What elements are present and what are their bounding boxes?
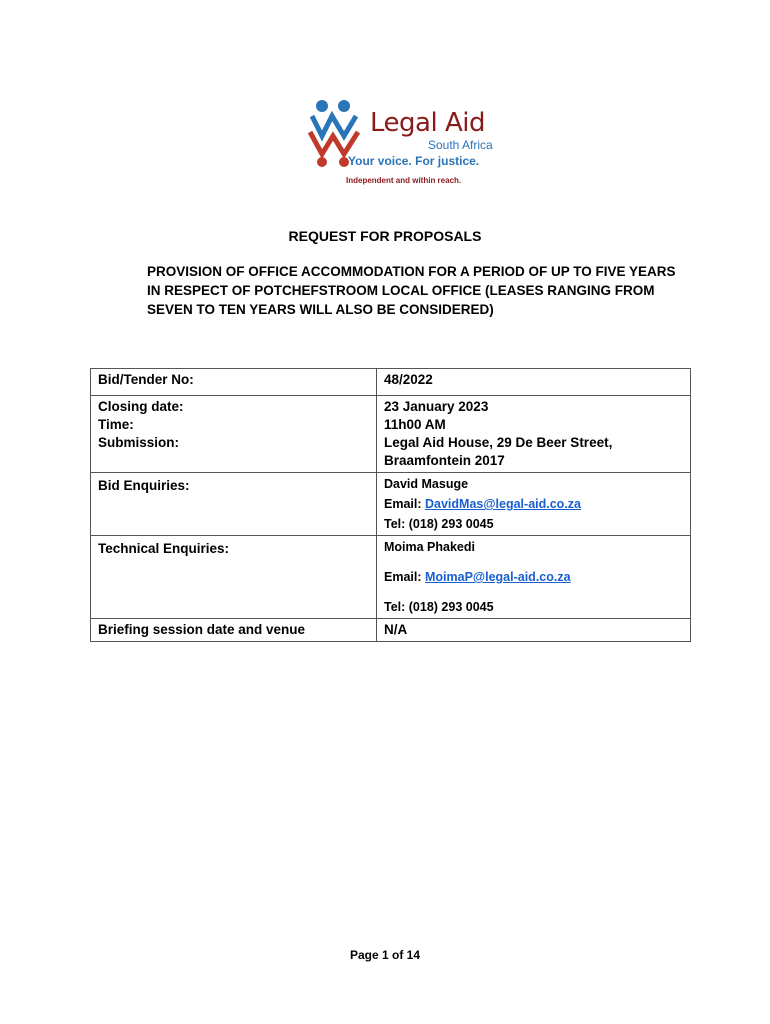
bid-enquiries-label: Bid Enquiries: [91, 473, 377, 536]
time-label: Time: [98, 417, 134, 432]
bid-enquiries-value [377, 473, 691, 536]
tech-contact-email-link[interactable]: MoimaP@legal-aid.co.za [425, 570, 571, 584]
bid-contact-email-line [384, 495, 683, 513]
submission-value-line1: Legal Aid House, 29 De Beer Street, [384, 435, 613, 450]
bid-no-label: Bid/Tender No: [91, 369, 377, 396]
email-prefix: Email: [384, 570, 425, 584]
table-row [91, 536, 691, 619]
briefing-value: N/A [377, 619, 691, 642]
table-row [91, 396, 691, 473]
document-subtitle: PROVISION OF OFFICE ACCOMMODATION FOR A PERIOD OF UP TO FIVE YEARS IN RESPECT OF POTCHEFSTROOM LOCAL OFFICE (LEASES RANGING FROM SEVEN TO TEN YEARS WILL ALSO BE CONSIDERED) [147, 264, 676, 317]
technical-enquiries-label: Technical Enquiries: [91, 536, 377, 619]
bid-no-value: 48/2022 [377, 369, 691, 396]
logo-brand-text: Legal Aid [370, 108, 485, 138]
closing-date-label: Closing date: [98, 399, 184, 414]
document-title: REQUEST FOR PROPOSALS [288, 228, 482, 244]
logo-sub-text: South Africa [428, 138, 493, 152]
logo-tagline: Independent and within reach. [346, 176, 462, 185]
closing-block-values [377, 396, 691, 473]
time-value: 11h00 AM [384, 417, 446, 432]
closing-date-value: 23 January 2023 [384, 399, 489, 414]
bid-info-table [90, 368, 691, 642]
table-row [91, 369, 691, 396]
table-row [91, 473, 691, 536]
bid-contact-email-link[interactable]: DavidMas@legal-aid.co.za [425, 497, 581, 511]
bid-contact-tel: Tel: (018) 293 0045 [384, 517, 494, 531]
page-number: Page 1 of 14 [349, 948, 421, 962]
email-prefix: Email: [384, 497, 425, 511]
table-row [91, 619, 691, 642]
tech-contact-email-line [384, 568, 683, 586]
tech-contact-name: Moima Phakedi [384, 540, 475, 554]
bid-contact-name: David Masuge [384, 477, 469, 491]
technical-enquiries-value [377, 536, 691, 619]
legal-aid-logo [300, 96, 520, 196]
tech-contact-tel: Tel: (018) 293 0045 [384, 600, 494, 614]
closing-block-labels [91, 396, 377, 473]
briefing-label: Briefing session date and venue [91, 619, 377, 642]
logo-slogan: Your voice. For justice. [348, 154, 480, 168]
submission-value-line2: Braamfontein 2017 [384, 453, 505, 468]
submission-label: Submission: [98, 435, 180, 450]
